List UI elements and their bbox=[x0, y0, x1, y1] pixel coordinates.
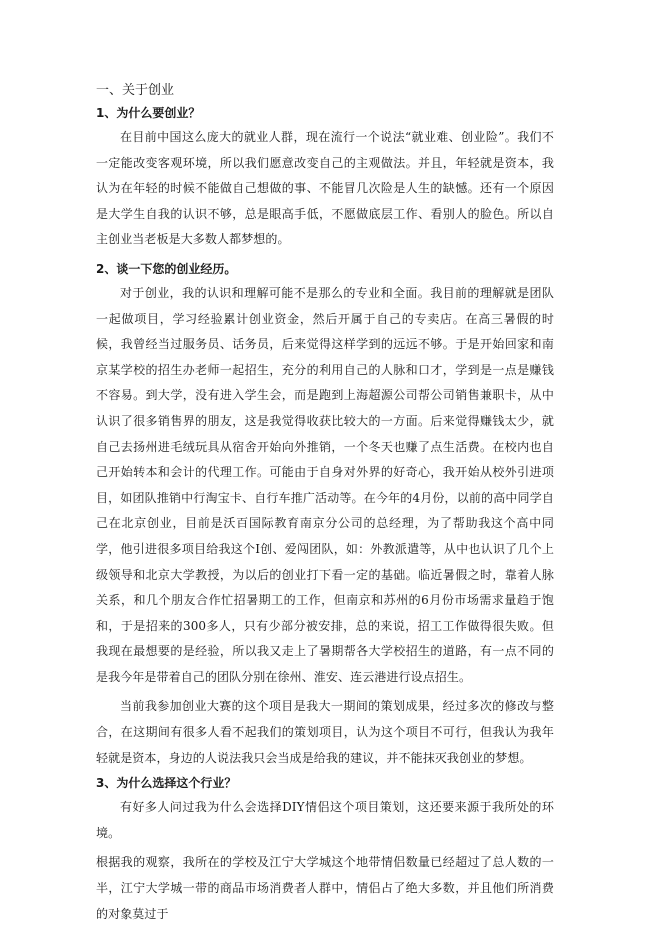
question-3-paragraph-2: 根据我的观察，我所在的学校及江宁大学城这个地带情侣数量已经超过了总人数的一半，江宁大学城一带的商品市场消费者人群中，情侣占了绝大多数，并且他们所消费的对象莫过于 bbox=[96, 855, 554, 921]
question-2-title: 2、谈一下您的创业经历。 bbox=[96, 261, 237, 276]
document-page bbox=[96, 82, 554, 931]
question-2-paragraph-1: 对于创业，我的认识和理解可能不是那么的专业和全面。我目前的理解就是团队一起做项目，学习经验累计创业资金，然后开属于自己的专卖店。在高三暑假的时候，我曾经当过服务员、话务员，后来觉得这样学到的远远不够。于是开始回家和南京某学校的招生办老师一起招生，充分的利用自己的人脉和口才，学到是一点是赚钱不容易。到大学，没有进入学生会，而是跑到上海超源公司帮公司销售兼职卡，从中认识了很多销售界的朋友，这是我觉得收获比较大的一方面。后来觉得赚钱太少，就自己去扬州进毛绒玩具从宿舍开始向外推销，一个冬天也赚了点生活费。在校内也自己开始转本和会计的代理工作。可能由于自身对外界的好奇心，我开始从校外引进项目，如团队推销中行淘宝卡、自行车推广活动等。在今年的4月份，以前的高中同学自己在北京创业，目前是沃百国际教育南京分公司的总经理，为了帮助我这个高中同学，他引进很多项目给我这个I创、爱闯团队，如：外教派遣等，从中也认识了几个上级领导和北京大学教授，为以后的创业打下看一定的基础。临近暑假之时，靠着人脉关系，和几个朋友合作忙招暑期工的工作，但南京和苏州的6月份市场需求量趋于饱和，于是招来的300多人，只有少部分被安排，总的来说，招工工作做得很失败。但我现在最想要的是经验，所以我又走上了暑期帮各大学校招生的道路，有一点不同的是我今年是带着自己的团队分别在徐州、淮安、连云港进行设点招生。 bbox=[96, 285, 554, 684]
section-title: 一、关于创业 bbox=[96, 83, 175, 98]
question-1-paragraph: 在目前中国这么庞大的就业人群，现在流行一个说法“就业难、创业险”。我们不一定能改变客观环境，所以我们愿意改变自己的主观做法。并且，年轻就是资本，我认为在年轻的时候不能做自己想做的事、不能冒几次险是人生的缺憾。还有一个原因是大学生自我的认识不够，总是眼高手低，不愿做底层工作、看别人的脸色。所以自主创业当老板是大多数人都梦想的。 bbox=[96, 130, 554, 247]
question-3-paragraph-1: 有好多人问过我为什么会选择DIY情侣这个项目策划，这还要来源于我所处的环境。 bbox=[96, 800, 554, 840]
question-3-title: 3、为什么选择这个行业？ bbox=[96, 776, 237, 791]
question-2-paragraph-2: 当前我参加创业大赛的这个项目是我大一期间的策划成果，经过多次的修改与整合，在这期间有很多人看不起我们的策划项目，认为这个项目不可行，但我认为我年轻就是资本，身边的人说法我只会当成是给我的建议，并不能抹灭我创业的梦想。 bbox=[96, 699, 554, 765]
question-1-title: 1、为什么要创业？ bbox=[96, 106, 201, 120]
